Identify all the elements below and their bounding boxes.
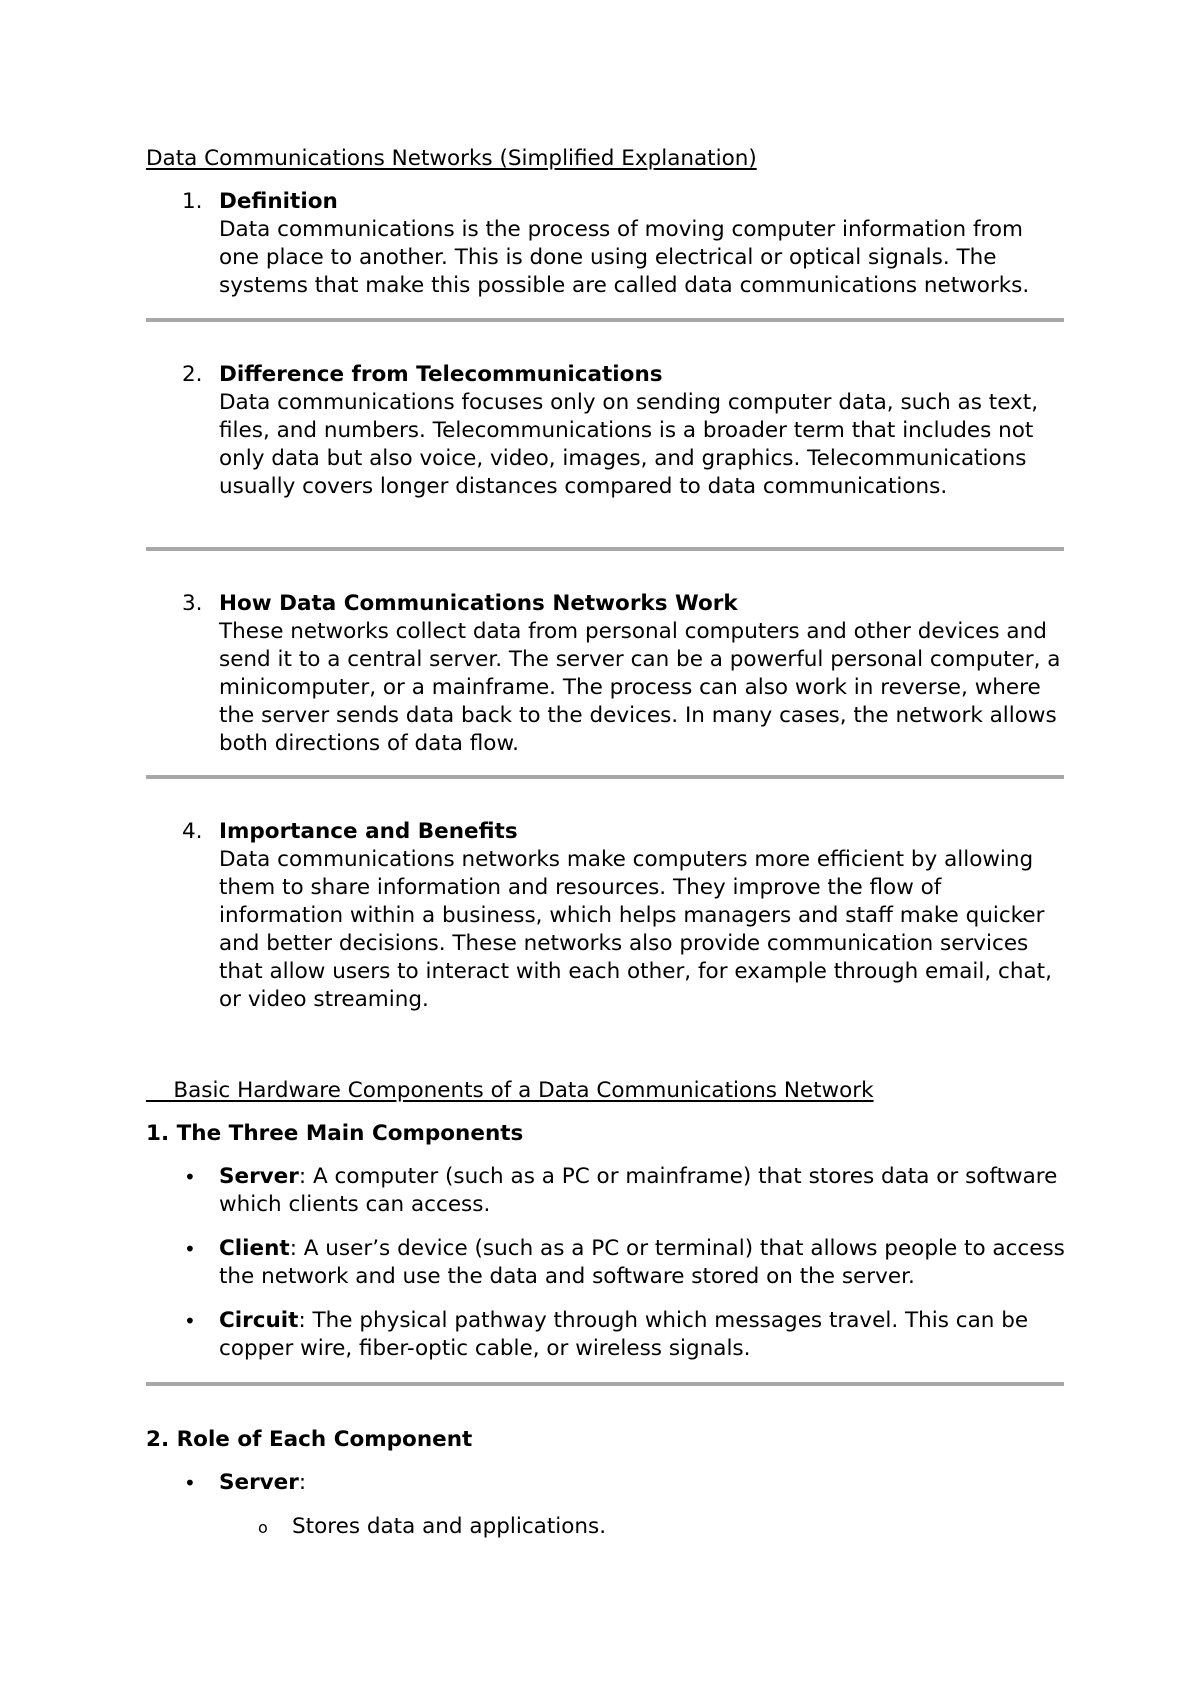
item-heading: How Data Communications Networks Work bbox=[219, 591, 738, 616]
item-heading: Importance and Benefits bbox=[219, 819, 518, 844]
term: Circuit bbox=[219, 1308, 299, 1333]
bullet-marker: • bbox=[184, 1237, 196, 1261]
sub-item-text: Stores data and applications. bbox=[292, 1514, 607, 1539]
horizontal-rule bbox=[146, 547, 1064, 551]
section-title: Basic Hardware Components of a Data Communications Network bbox=[146, 1078, 874, 1103]
bullet-marker: • bbox=[184, 1471, 196, 1495]
sub-list-item bbox=[146, 1513, 1066, 1541]
subsection-heading: 1. The Three Main Components bbox=[146, 1121, 524, 1146]
list-item bbox=[146, 1235, 1066, 1291]
term-description: : The physical pathway through which messages travel. This can be copper wire, fiber-optic cable, or wireless signals. bbox=[219, 1308, 1029, 1361]
bullet-marker: • bbox=[184, 1165, 196, 1189]
item-body: Data communications focuses only on sending computer data, such as text, files, and numbers. Telecommunications is a broader term that includes not only data but also voice, video, images, and graphics. Telecommunications usually covers longer distances compared to data communications. bbox=[219, 390, 1039, 499]
numbered-item bbox=[146, 590, 1066, 758]
term: Client bbox=[219, 1236, 290, 1261]
sub-bullet-marker: o bbox=[258, 1518, 268, 1537]
term: Server bbox=[219, 1470, 299, 1495]
list-item bbox=[146, 1307, 1066, 1363]
numbered-item bbox=[146, 818, 1066, 1014]
subsection-heading: 2. Role of Each Component bbox=[146, 1427, 473, 1452]
bullet-marker: • bbox=[184, 1309, 196, 1333]
document-title: Data Communications Networks (Simplified Explanation) bbox=[146, 146, 757, 171]
term-description: : bbox=[298, 1470, 307, 1495]
numbered-item bbox=[146, 361, 1066, 501]
item-body: Data communications is the process of moving computer information from one place to another. This is done using electrical or optical signals. The systems that make this possible are called data communications networks. bbox=[219, 217, 1030, 298]
list-item bbox=[146, 1163, 1066, 1219]
item-heading: Difference from Telecommunications bbox=[219, 362, 663, 387]
item-number: 4. bbox=[182, 819, 203, 844]
item-number: 1. bbox=[182, 189, 203, 214]
item-number: 3. bbox=[182, 591, 203, 616]
list-item bbox=[146, 1469, 1066, 1497]
item-heading: Definition bbox=[219, 189, 338, 214]
item-number: 2. bbox=[182, 362, 203, 387]
term-description: : A user’s device (such as a PC or terminal) that allows people to access the network and use the data and software stored on the server. bbox=[219, 1236, 1065, 1289]
item-body: These networks collect data from personal computers and other devices and send it to a central server. The server can be a powerful personal computer, a minicomputer, or a mainframe. The process can also work in reverse, where the server sends data back to the devices. In many cases, the network allows both directions of data flow. bbox=[219, 619, 1061, 756]
numbered-item bbox=[146, 188, 1066, 300]
term: Server bbox=[219, 1164, 299, 1189]
horizontal-rule bbox=[146, 318, 1064, 322]
term-description: : A computer (such as a PC or mainframe) that stores data or software which clients can access. bbox=[219, 1164, 1058, 1217]
horizontal-rule bbox=[146, 1382, 1064, 1386]
item-body: Data communications networks make computers more efficient by allowing them to share information and resources. They improve the flow of information within a business, which helps managers and staff make quicker and better decisions. These networks also provide communication services that allow users to interact with each other, for example through email, chat, or video streaming. bbox=[219, 847, 1052, 1012]
horizontal-rule bbox=[146, 775, 1064, 779]
